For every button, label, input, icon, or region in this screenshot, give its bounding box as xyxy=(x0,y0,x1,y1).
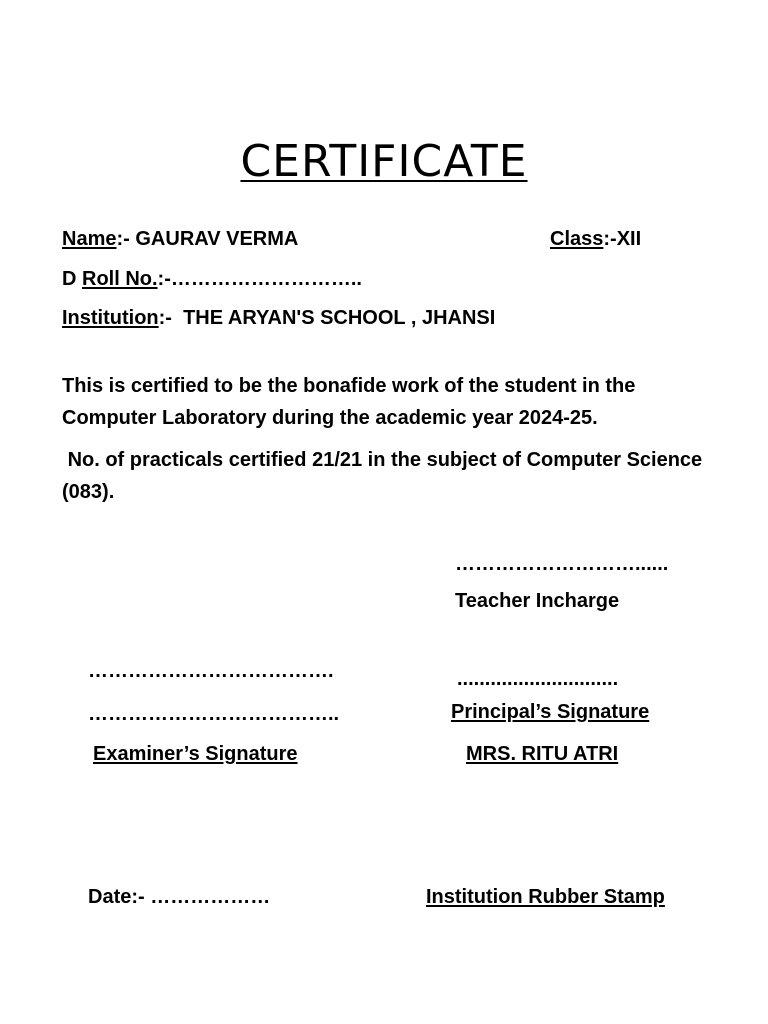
principal-name: MRS. RITU ATRI xyxy=(466,743,619,765)
certification-paragraph: This is certified to be the bonafide work of the student in the Computer Laboratory during the academic year 2024-25. xyxy=(62,375,636,429)
class-separator: :- xyxy=(603,228,617,250)
class-label: Class xyxy=(550,228,604,250)
roll-label: Roll No. xyxy=(82,268,158,290)
teacher-signature-line: ………………………...... xyxy=(455,553,669,575)
roll-separator: :- xyxy=(157,268,171,290)
class-line xyxy=(550,228,641,251)
date-label: Date:- xyxy=(88,886,145,908)
certificate-title: CERTIFICATE xyxy=(240,136,528,187)
name-value: GAURAV VERMA xyxy=(129,228,299,250)
principal-label: Principal’s Signature xyxy=(451,701,650,723)
institution-value: THE ARYAN'S SCHOOL , JHANSI xyxy=(171,307,496,329)
roll-prefix: D xyxy=(62,268,82,290)
name-separator: :- xyxy=(116,228,130,250)
institution-separator: :- xyxy=(158,307,172,329)
class-value: XII xyxy=(616,228,642,250)
date-dots: ……………… xyxy=(144,886,271,908)
teacher-label: Teacher Incharge xyxy=(455,590,620,612)
practicals-paragraph: No. of practicals certified 21/21 in the subject of Computer Science (083). xyxy=(62,449,708,503)
date-line xyxy=(88,886,270,909)
roll-dots: ……………………….. xyxy=(170,268,362,290)
institution-line xyxy=(62,307,495,330)
institution-label: Institution xyxy=(62,307,159,329)
examiner-label: Examiner’s Signature xyxy=(93,743,298,765)
examiner-signature-line-1: ………………………………. xyxy=(88,660,334,682)
name-label: Name xyxy=(62,228,117,250)
principal-signature-line: ............................. xyxy=(457,668,619,690)
name-line xyxy=(62,228,298,251)
roll-line xyxy=(62,268,362,291)
rubber-stamp-label: Institution Rubber Stamp xyxy=(426,886,665,908)
examiner-signature-line-2: ……………………………….. xyxy=(88,703,340,725)
